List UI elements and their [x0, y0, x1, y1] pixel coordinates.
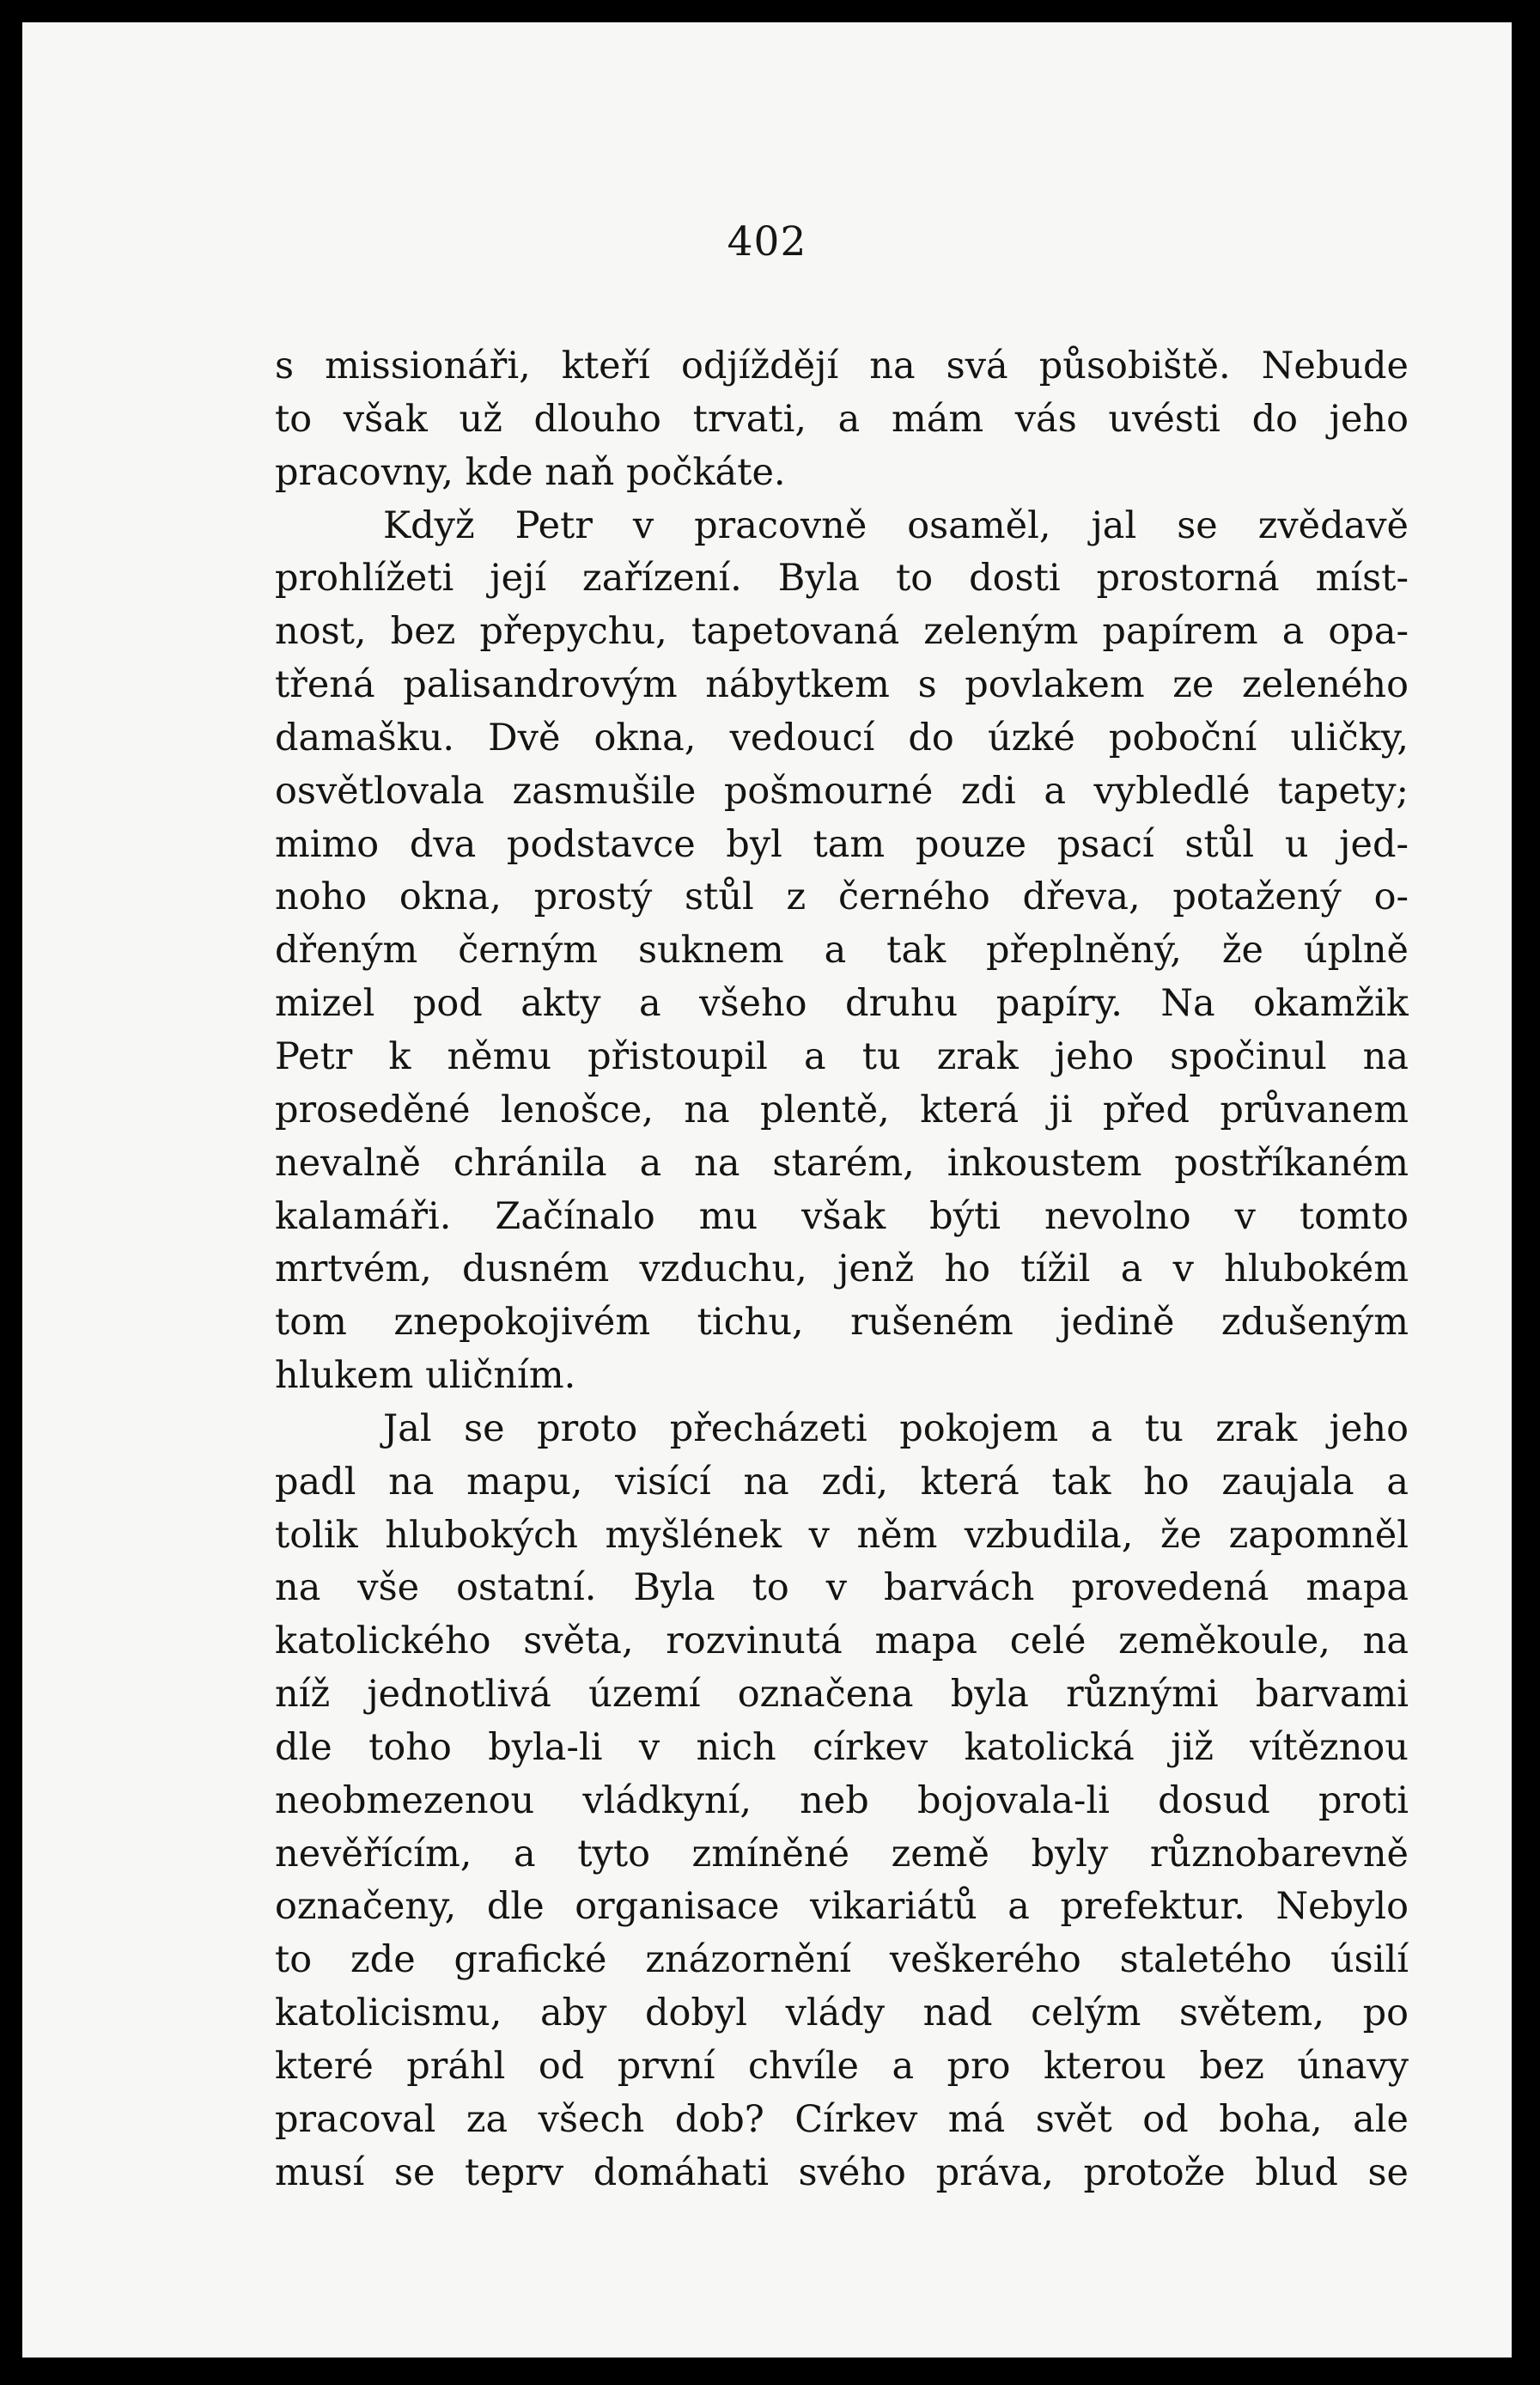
text-line: nost, bez přepychu, tapetovaná zeleným papírem a opa-	[275, 610, 1409, 654]
text-line: neobmezenou vládkyní, neb bojovala-li dosud proti	[275, 1778, 1409, 1822]
text-line: Když Petr v pracovně osaměl, jal se zvědavě	[383, 503, 1409, 547]
text-line: katolického světa, rozvinutá mapa celé zeměkoule, na	[275, 1619, 1409, 1663]
text-line: katolicismu, aby dobyl vlády nad celým světem, po	[275, 1992, 1409, 2035]
text-line: prohlížeti její zařízení. Byla to dosti prostorná míst-	[275, 557, 1409, 601]
text-line: označeny, dle organisace vikariátů a prefektur. Nebylo	[275, 1885, 1409, 1929]
text-line: mimo dva podstavce byl tam pouze psací stůl u jed-	[275, 822, 1409, 866]
text-line: dle toho byla-li v nich církev katolická již vítěznou	[275, 1725, 1409, 1769]
book-page	[22, 22, 1512, 2358]
text-line: pracovny, kde naň počkáte.	[275, 450, 786, 494]
text-line: proseděné lenošce, na plentě, která ji před průvanem	[275, 1088, 1409, 1132]
text-line: třená palisandrovým nábytkem s povlakem ze zeleného	[275, 663, 1409, 707]
text-line: s missionáři, kteří odjíždějí na svá působiště. Nebude	[275, 345, 1409, 387]
text-line: níž jednotlivá území označena byla různými barvami	[275, 1673, 1409, 1717]
text-line: Petr k němu přistoupil a tu zrak jeho spočinul na	[275, 1034, 1409, 1078]
text-line: nevěřícím, a tyto zmíněné země byly různobarevně	[275, 1832, 1409, 1876]
text-line: mrtvém, dusném vzduchu, jenž ho tížil a v hlubokém	[275, 1247, 1409, 1291]
text-line: musí se teprv domáhati svého práva, protože blud se	[275, 2150, 1409, 2194]
text-line: Jal se proto přecházeti pokojem a tu zrak jeho	[383, 1406, 1409, 1450]
page-number: 402	[727, 218, 807, 265]
text-line: to však už dlouho trvati, a mám vás uvésti do jeho	[275, 397, 1409, 441]
text-line: které práhl od první chvíle a pro kterou bez únavy	[275, 2045, 1409, 2088]
text-line: tolik hlubokých myšlének v něm vzbudila, že zapomněl	[275, 1513, 1409, 1557]
text-line: noho okna, prostý stůl z černého dřeva, potažený o-	[275, 875, 1409, 919]
text-line: dřeným černým suknem a tak přeplněný, že úplně	[275, 929, 1409, 973]
text-line: mizel pod akty a všeho druhu papíry. Na okamžik	[275, 982, 1409, 1026]
text-line: kalamáři. Začínalo mu však býti nevolno v tomto	[275, 1194, 1409, 1238]
text-line: tom znepokojivém tichu, rušeném jedině zdušeným	[275, 1301, 1409, 1345]
text-line: na vše ostatní. Byla to v barvách provedená mapa	[275, 1566, 1409, 1610]
text-line: hlukem uličním.	[275, 1354, 576, 1398]
text-line: padl na mapu, visící na zdi, která tak ho zaujala a	[275, 1460, 1409, 1504]
body-text	[275, 340, 1409, 2200]
text-line: nevalně chránila a na starém, inkoustem postříkaném	[275, 1141, 1409, 1185]
text-line: osvětlovala zasmušile pošmourné zdi a vybledlé tapety;	[275, 769, 1409, 813]
text-line: damašku. Dvě okna, vedoucí do úzké poboční uličky,	[275, 716, 1409, 759]
text-line: to zde grafické znázornění veškerého staletého úsilí	[275, 1938, 1409, 1982]
text-line: pracoval za všech dob? Církev má svět od boha, ale	[275, 2097, 1409, 2141]
